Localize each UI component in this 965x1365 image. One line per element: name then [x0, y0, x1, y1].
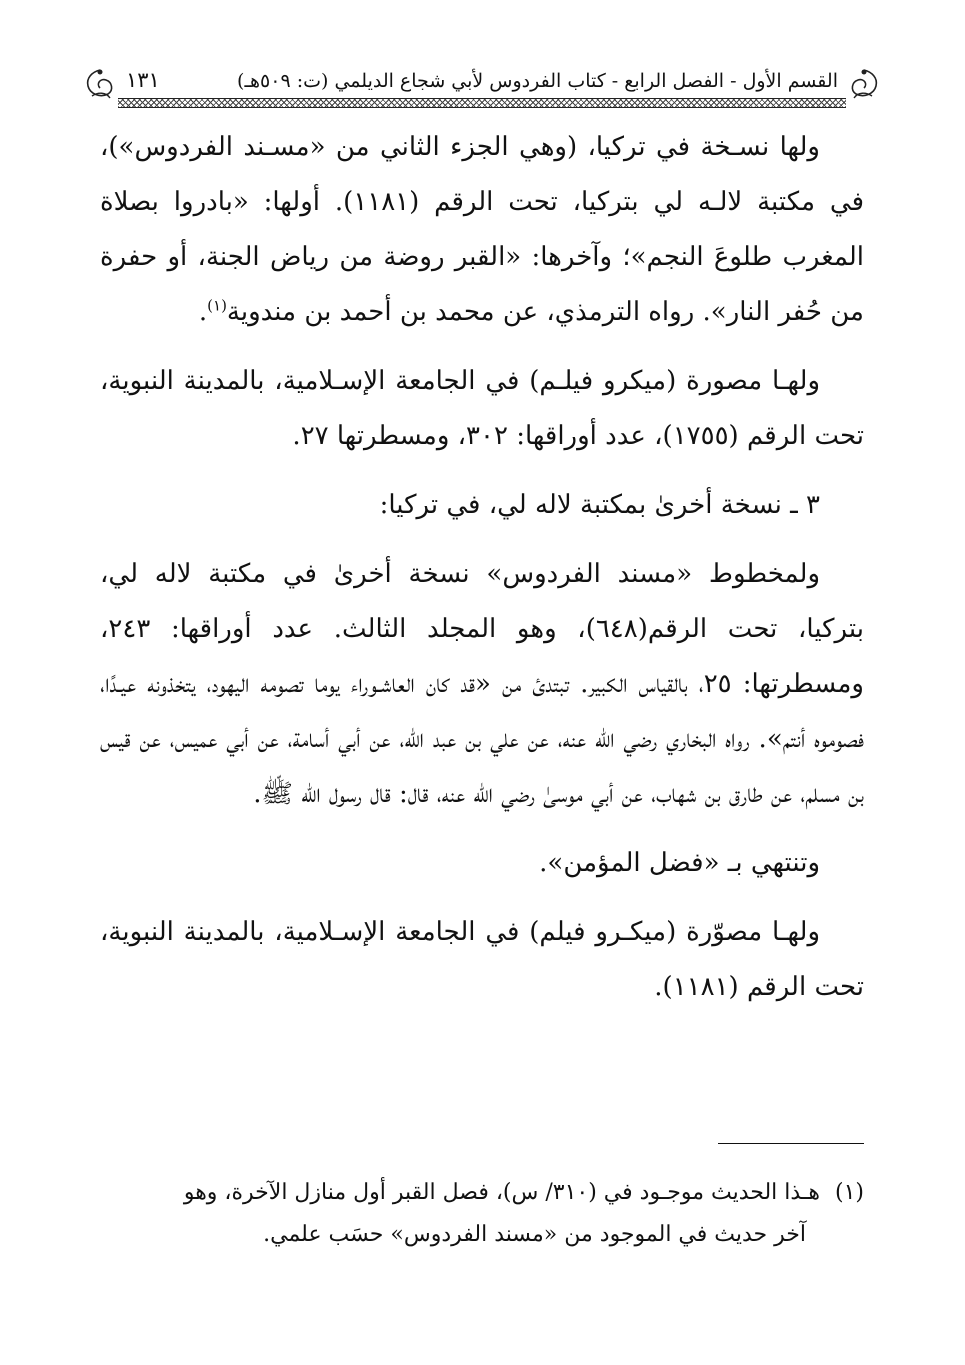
running-header: [82, 58, 882, 108]
main-text: [100, 120, 864, 1029]
section-heading: ٣ ـ نسخة أخرىٰ بمكتبة لاله لي، في تركيا:: [379, 490, 820, 520]
footnote-text-continued: آخر حديث في الموجود من «مسند الفردوس» حسَب علمي.: [263, 1222, 806, 1247]
footnote-line: [100, 1172, 864, 1214]
paragraph: [100, 120, 864, 340]
header-title: القسم الأول - الفصل الرابع - كتاب الفردوس لأبي شجاع الديلمي (ت: ٥٠٩هـ): [237, 70, 838, 92]
footnote-reference: (١): [207, 296, 227, 315]
paragraph: ولهـا مصورة (ميكرو فيلـم) في الجامعة الإسـلامية، بالمدينة النبوية، تحت الرقم (١٧٥٥)، عدد أوراقها: ٣٠٢، ومسطرتها ٢٧.: [100, 366, 864, 451]
paragraph: ولهـا مصوّرة (ميكـرو فيلم) في الجامعة الإسـلامية، بالمدينة النبوية، تحت الرقم (١١٨١).: [100, 917, 864, 1002]
paragraph-text: ولها نسـخة في تركيا، (وهي الجزء الثاني من «مسـند الفردوس»)، في مكتبة لالـه لي بتركيا، تحت الرقم (١١٨١). أولها: «بادروا بصلاة المغرب طلوعَ النجم»؛ وآخرها: «القبر روضة من رياض الجنة، أو حفرة من حُفر النار». رواه الترمذي، عن محمد بن أحمد بن مندوية: [100, 132, 865, 327]
corner-ornament-icon: [82, 66, 118, 102]
corner-ornament-icon: [846, 66, 882, 102]
footnote-number: (١): [834, 1180, 864, 1205]
footnote-separator: [718, 1143, 864, 1144]
footnote: [100, 1172, 864, 1256]
page-number: ١٣١: [126, 68, 160, 92]
paragraph: وتنتهي بـ «فضل المؤمن».: [539, 848, 820, 878]
paragraph-end-mark: .: [198, 297, 208, 327]
paragraph: ولمخطوط «مسند الفردوس» نسخة أخرىٰ في مكتبة لاله لي، بتركيا، تحت الرقم(٦٤٨)، وهو المجلد الثالث. عدد أوراقها: ٢٤٣، ومسطرتها: ٢٥، بالقياس الكبير. تبتدئ من «قد كان العاشـوراء يوما تصومه اليهود، يتخذونه عيـدًا، فصوموه أنتم». رواه البخاري رضي الله عنه، عن علي بن عبد الله، عن أبي أسامة، عن أبي عميس، عن قيس بن مسلم، عن طارق بن شهاب، عن أبي موسىٰ رضي الله عنه، قال: قال رسول الله ﷺ.: [100, 559, 864, 809]
header-decorative-rule: [118, 98, 846, 108]
footnote-text: هـذا الحديث موجـود في (٣١٠/ س)، فصل القبر أول منازل الآخرة، وهو: [183, 1180, 820, 1205]
